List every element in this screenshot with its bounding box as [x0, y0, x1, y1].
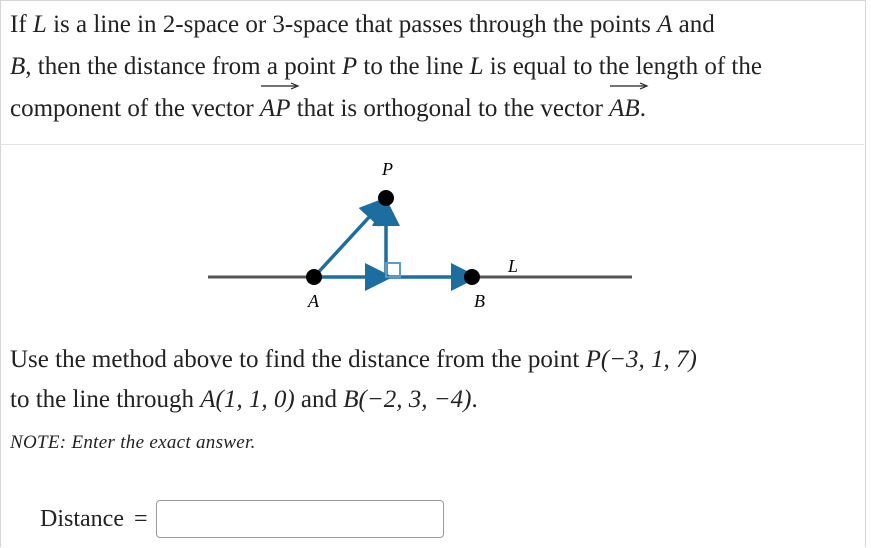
math-L: L: [469, 53, 484, 80]
intro-text-part: , then the distance from a point: [25, 53, 342, 80]
problem-text-part: .: [471, 386, 478, 413]
vector-AP-arrow: [314, 202, 383, 277]
distance-input[interactable]: [156, 500, 444, 538]
answer-label: Distance: [40, 505, 124, 532]
problem-text-part: Use the method above to find the distance from the point: [10, 346, 586, 373]
math-P: P: [341, 53, 358, 80]
intro-text-part: is equal to the length of the component of the vector: [10, 53, 762, 122]
right-angle-marker: [386, 263, 400, 277]
intro-text-part: .: [639, 95, 646, 122]
math-A: A: [657, 11, 673, 38]
label-P: P: [382, 159, 393, 179]
problem-text-part: and: [294, 386, 344, 413]
label-L: L: [508, 256, 519, 276]
answer-row: [40, 498, 444, 540]
point-P-coords: P(−3, 1, 7): [585, 346, 697, 373]
vector-AB: [609, 88, 640, 130]
intro-text-part: and: [672, 11, 715, 38]
vector-AB-label: AB: [609, 95, 640, 122]
intro-text-part: that is orthogonal to the vector: [290, 95, 610, 122]
divider: [0, 144, 864, 145]
math-L: L: [32, 11, 47, 38]
vector-arrow-icon: [260, 82, 300, 90]
point-B-coords: B(−2, 3, −4): [343, 386, 472, 413]
intro-text: [10, 4, 860, 130]
equals-sign: =: [133, 505, 148, 532]
intro-text-part: If: [10, 11, 33, 38]
label-A: A: [308, 291, 319, 311]
intro-text-part: to the line: [357, 53, 470, 80]
problem-text-part: to the line through: [10, 386, 201, 413]
label-B: B: [474, 291, 485, 311]
point-P: [378, 190, 394, 206]
vector-arrow-icon: [609, 82, 649, 90]
point-A: [306, 269, 322, 285]
note-text: NOTE: Enter the exact answer.: [10, 432, 256, 453]
point-B: [464, 269, 480, 285]
math-B: B: [10, 53, 26, 80]
vector-AP: [260, 88, 291, 130]
distance-diagram: [200, 150, 640, 320]
intro-text-part: is a line in 2-space or 3-space that passes through the points: [46, 11, 658, 38]
vector-AP-label: AP: [259, 95, 291, 122]
problem-text: [10, 340, 860, 420]
point-A-coords: A(1, 1, 0): [200, 386, 295, 413]
